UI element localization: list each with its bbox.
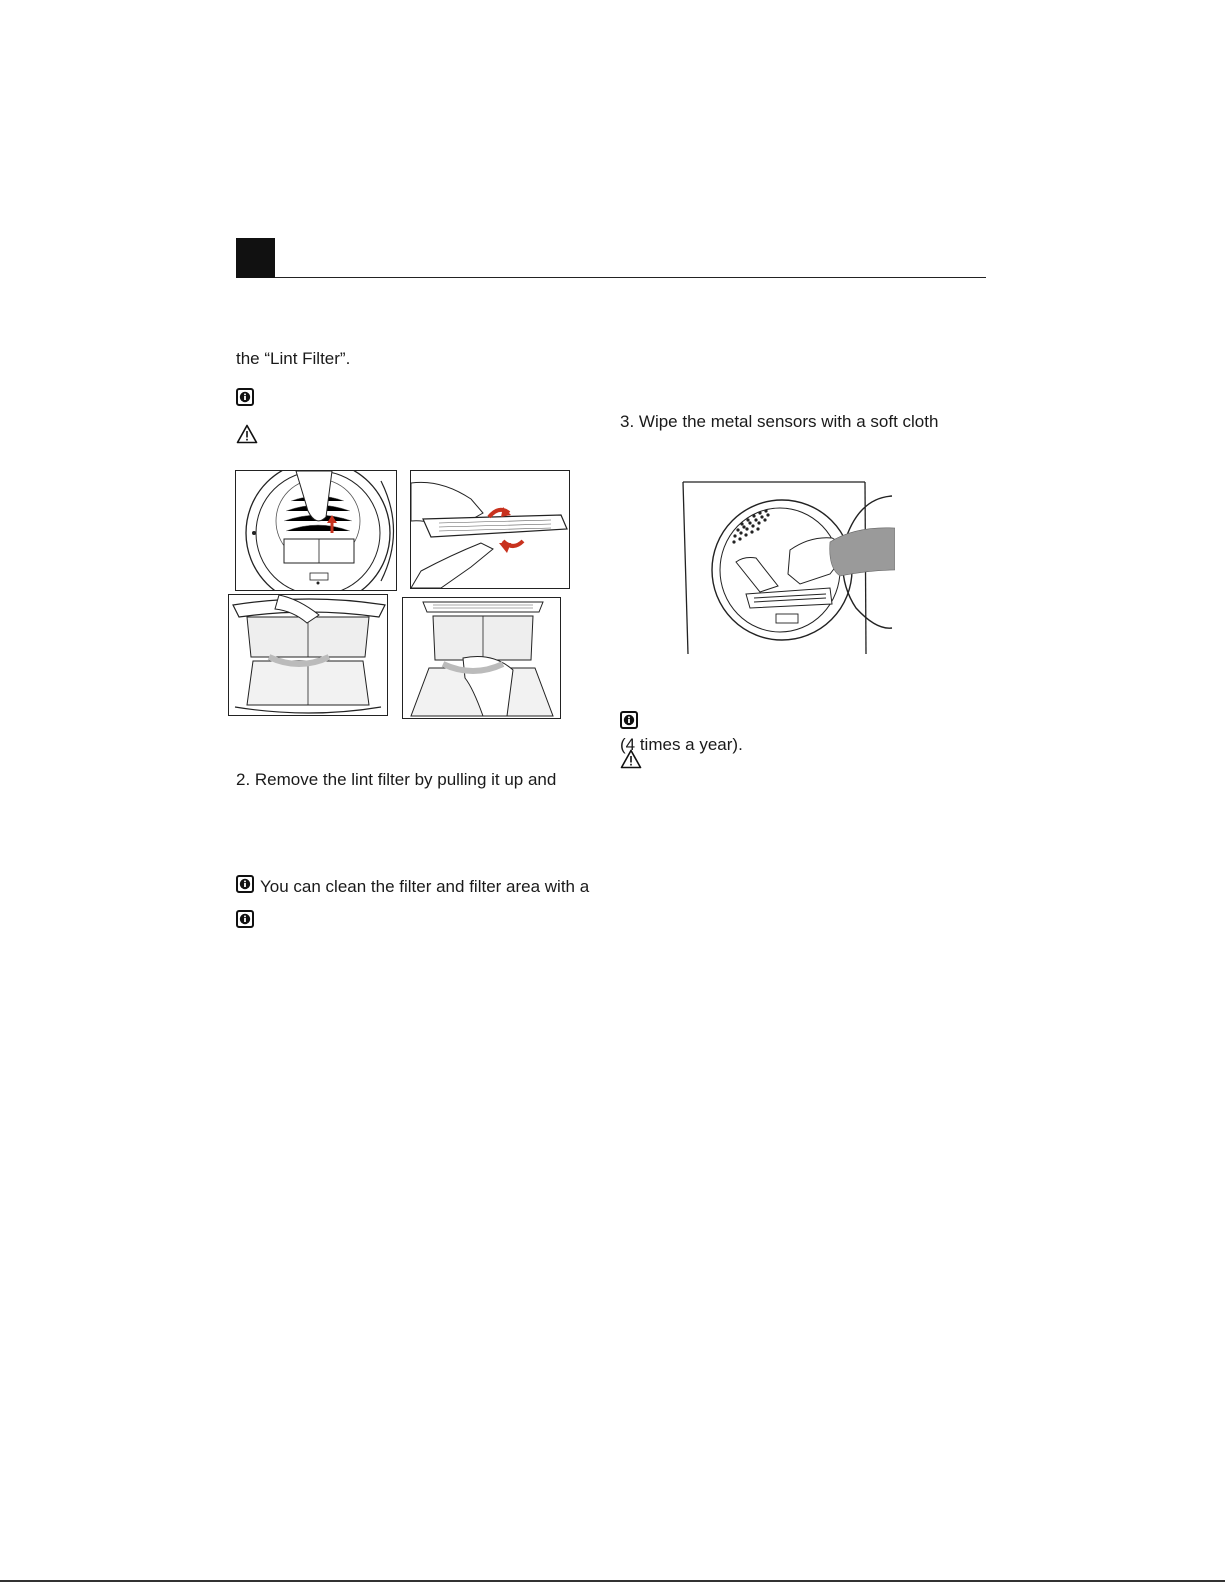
section-marker-block <box>236 238 275 278</box>
figure-open-filter <box>410 470 570 589</box>
warning-icon <box>620 749 642 774</box>
step-2-text: 2. Remove the lint filter by pulling it up and <box>236 770 557 789</box>
warning-icon <box>236 424 258 449</box>
tip-clean-filter-text: You can clean the filter and filter area with a <box>260 877 590 896</box>
figure-clean-filter-open <box>228 594 388 716</box>
figure-wipe-sensors <box>680 478 895 658</box>
info-icon <box>620 711 638 729</box>
info-icon <box>236 910 254 928</box>
step-3-text: 3. Wipe the metal sensors with a soft cloth <box>620 412 939 431</box>
figure-clean-filter-wipe <box>402 597 561 719</box>
info-icon <box>236 875 254 893</box>
intro-text: the “Lint Filter”. <box>236 349 351 368</box>
section-header-rule <box>275 277 986 278</box>
frequency-text: (4 times a year). <box>620 735 743 754</box>
info-icon <box>236 388 254 406</box>
figure-remove-filter <box>235 470 397 591</box>
page-bottom-rule <box>0 1580 1225 1582</box>
